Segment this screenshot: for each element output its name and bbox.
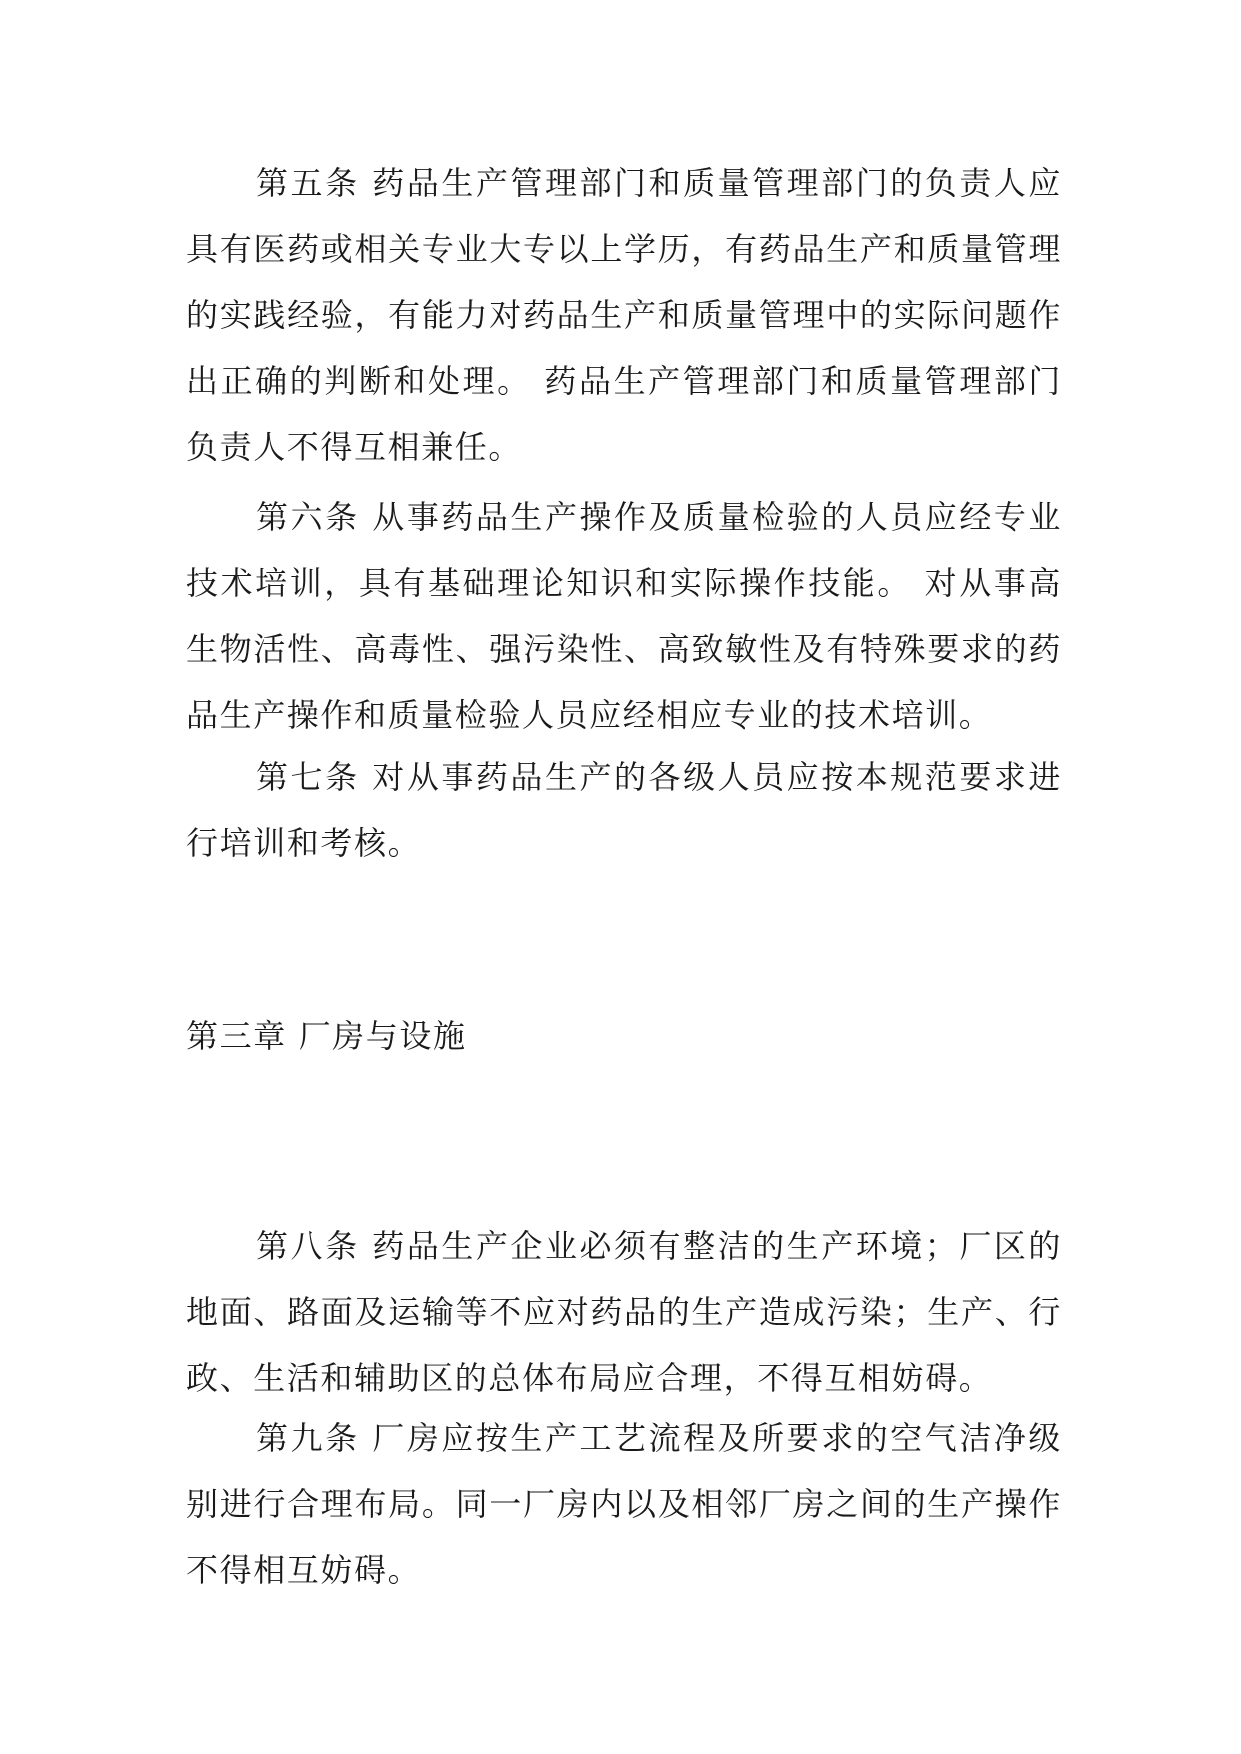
article-5-paragraph: 第五条 药品生产管理部门和质量管理部门的负责人应具有医药或相关专业大专以上学历，有药品生产和质量管理的实践经验，有能力对药品生产和质量管理中的实际问题作出正确的判断和处理。 药品生产管理部门和质量管理部门负责人不得互相兼任。 bbox=[186, 164, 1062, 466]
article-8-paragraph: 第八条 药品生产企业必须有整洁的生产环境；厂区的地面、路面及运输等不应对药品的生产造成污染；生产、行政、生活和辅助区的总体布局应合理，不得互相妨碍。 bbox=[186, 1227, 1062, 1397]
article-6-paragraph: 第六条 从事药品生产操作及质量检验的人员应经专业技术培训，具有基础理论知识和实际操作技能。 对从事高生物活性、高毒性、强污染性、高致敏性及有特殊要求的药品生产操作和质量检验人员应经相应专业的技术培训。 bbox=[186, 498, 1062, 734]
chapter-heading: 第三章 厂房与设施 bbox=[186, 1017, 467, 1055]
article-7-paragraph: 第七条 对从事药品生产的各级人员应按本规范要求进行培训和考核。 bbox=[186, 758, 1062, 862]
article-9-paragraph: 第九条 厂房应按生产工艺流程及所要求的空气洁净级别进行合理布局。同一厂房内以及相邻厂房之间的生产操作不得相互妨碍。 bbox=[186, 1419, 1062, 1589]
